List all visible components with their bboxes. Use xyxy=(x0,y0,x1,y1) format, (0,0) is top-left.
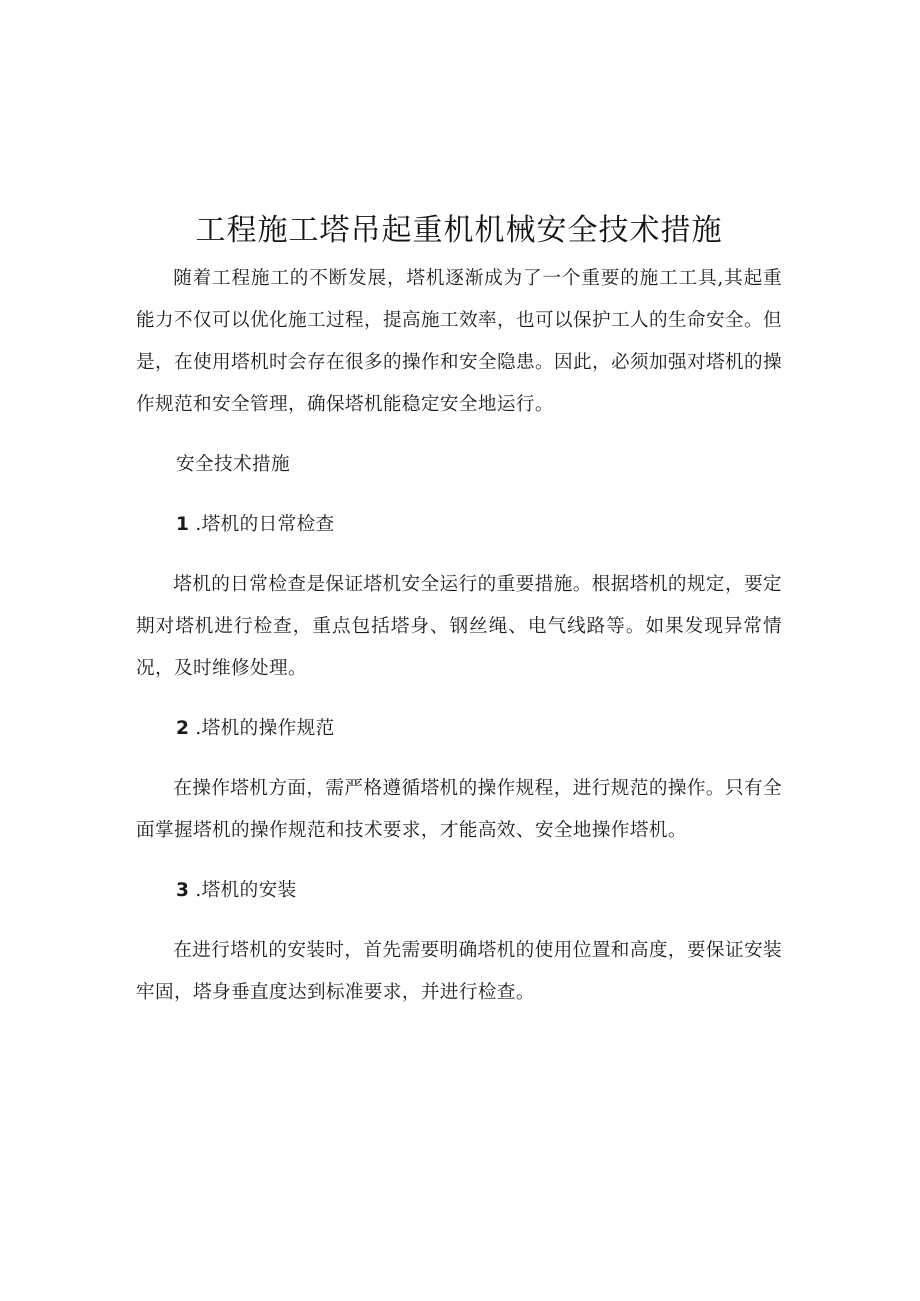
spacer xyxy=(136,486,782,504)
intro-paragraph: 随着工程施工的不断发展，塔机逐渐成为了一个重要的施工工具,其起重能力不仅可以优化施工过程，提高施工效率，也可以保护工人的生命安全。但是，在使用塔机时会存在很多的操作和安全隐患。因此，必须加强对塔机的操作规范和安全管理，确保塔机能稳定安全地运行。 xyxy=(136,268,782,415)
item-heading-text: .塔机的日常检查 xyxy=(195,514,335,535)
spacer xyxy=(136,426,782,444)
document-title: 工程施工塔吊起重机机械安全技术措施 xyxy=(195,213,723,248)
item-number: 1 xyxy=(176,514,190,535)
spacer xyxy=(136,912,782,930)
item-heading-2 xyxy=(136,708,782,750)
item-heading-text: .塔机的操作规范 xyxy=(195,718,335,739)
document-page xyxy=(136,208,782,1014)
item-body-3: 在进行塔机的安装时，首先需要明确塔机的使用位置和高度，要保证安装牢固，塔身垂直度达到标准要求，并进行检查。 xyxy=(136,940,782,1003)
item-number: 3 xyxy=(176,880,190,901)
spacer xyxy=(136,690,782,708)
item-number: 2 xyxy=(176,718,190,739)
item-body-2: 在操作塔机方面，需严格遵循塔机的操作规程，进行规范的操作。只有全面掌握塔机的操作规范和技术要求，才能高效、安全地操作塔机。 xyxy=(136,778,782,841)
item-heading-1 xyxy=(136,504,782,546)
section-heading: 安全技术措施 xyxy=(176,454,290,475)
item-body-1: 塔机的日常检查是保证塔机安全运行的重要措施。根据塔机的规定，要定期对塔机进行检查，重点包括塔身、钢丝绳、电气线路等。如果发现异常情况，及时维修处理。 xyxy=(136,574,782,679)
spacer xyxy=(136,546,782,564)
item-heading-3 xyxy=(136,870,782,912)
spacer xyxy=(136,852,782,870)
spacer xyxy=(136,750,782,768)
item-heading-text: .塔机的安装 xyxy=(195,880,297,901)
